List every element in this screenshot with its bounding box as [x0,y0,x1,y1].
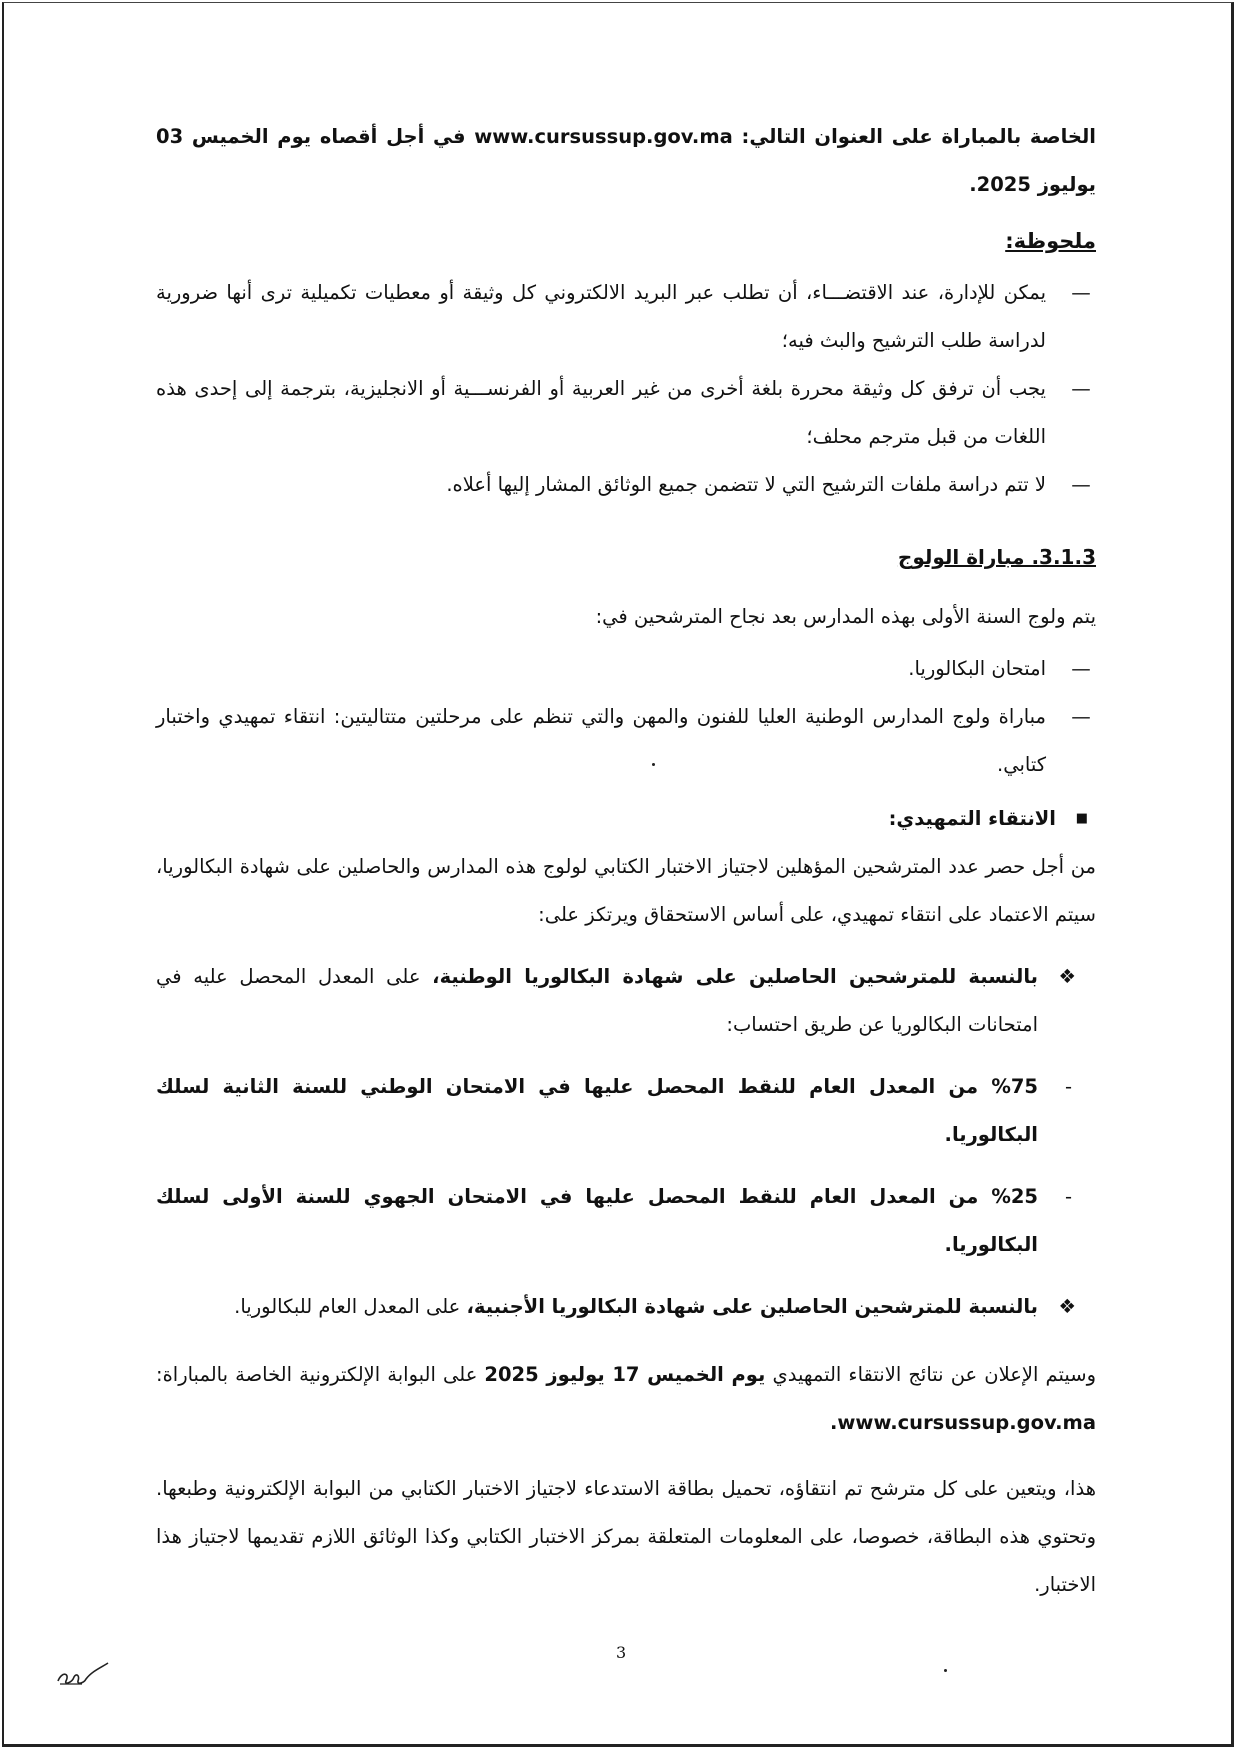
stray-dot [944,1669,947,1672]
preselection-paragraph: من أجل حصر عدد المترشحين المؤهلين لاجتياز الاختبار الكتابي لولوج هذه المدارس والحاصلين على شهادة البكالوريا، سيتم الاعتماد على انتقاء تمهيدي، على أساس الاستحقاق ويرتكز على: [156,855,1096,926]
national-criteria-rest: على المعدل المحصل عليه في امتحانات البكالوريا عن طريق احتساب: [156,965,1038,1036]
preselection-heading [156,795,1096,843]
preselection-heading-text: الانتقاء التمهيدي: [888,807,1056,830]
announcement-text-1: وسيتم الإعلان عن نتائج الانتقاء التمهيدي [765,1363,1096,1386]
weight-item [156,1173,1096,1269]
hyphen-marker: - [1064,1075,1072,1098]
diamond-bullet-icon: ❖ [1058,965,1076,988]
weight-item [156,1063,1096,1159]
square-bullet-icon: ■ [1075,811,1088,826]
note-item [156,365,1096,461]
access-item [156,645,1096,693]
weight-item-text: %25 من المعدل العام للنقط المحصل عليها في الامتحان الجهوي للسنة الأولى لسلك البكالوريا. [156,1185,1038,1256]
dash-marker: — [1071,705,1091,728]
access-item-text: مباراة ولوج المدارس الوطنية العليا للفنون والمهن والتي تنظم على مرحلتين متتاليتين: انتقاء تمهيدي واختبار كتابي. [156,705,1046,776]
hyphen-marker: - [1064,1185,1072,1208]
dash-marker: — [1071,281,1091,304]
note-list [156,269,1096,509]
foreign-criteria [156,1283,1096,1331]
foreign-criteria-bold: بالنسبة للمترشحين الحاصلين على شهادة البكالوريا الأجنبية، [466,1295,1038,1318]
note-item-text: يجب أن ترفق كل وثيقة محررة بلغة أخرى من غير العربية أو الفرنســـية أو الانجليزية، بترجمة إلى إحدى هذه اللغات من قبل مترجم محلف؛ [156,377,1046,448]
weight-item-text: %75 من المعدل العام للنقط المحصل عليها في الامتحان الوطني للسنة الثانية لسلك البكالوريا. [156,1075,1038,1146]
section-heading: 3.1.3. مباراة الولوج [897,545,1096,569]
foreign-criteria-rest: على المعدل العام للبكالوريا. [234,1295,467,1318]
results-announcement [156,1351,1096,1447]
access-item [156,693,1096,789]
dash-marker: — [1071,657,1091,680]
national-criteria-bold: بالنسبة للمترشحين الحاصلين على شهادة البكالوريا الوطنية، [432,965,1038,988]
dash-marker: — [1071,377,1091,400]
intro-paragraph: الخاصة بالمباراة على العنوان التالي: www.cursussup.gov.ma في أجل أقصاه يوم الخميس 03 يوليوز 2025. [156,125,1096,196]
announcement-url: www.cursussup.gov.ma. [830,1411,1096,1434]
signature-icon [52,1653,112,1693]
document-page [2,2,1234,1747]
dash-marker: — [1071,473,1091,496]
diamond-bullet-icon: ❖ [1058,1295,1076,1318]
note-item-text: لا تتم دراسة ملفات الترشيح التي لا تتضمن جميع الوثائق المشار إليها أعلاه. [446,473,1046,496]
national-criteria [156,953,1096,1049]
page-number: 3 [616,1643,627,1662]
note-item [156,269,1096,365]
closing-paragraph: هذا، ويتعين على كل مترشح تم انتقاؤه، تحميل بطاقة الاستدعاء لاجتياز الاختبار الكتابي من البوابة الإلكترونية وطبعها. وتحتوي هذه البطاقة، خصوصا، على المعلومات المتعلقة بمركز الاختبار الكتابي وكذا الوثائق اللازم تقديمها لاجتياز هذا الاختبار. [156,1477,1096,1596]
announcement-date: يوم الخميس 17 يوليوز 2025 [484,1363,766,1386]
page-content [156,113,1096,1609]
announcement-text-2: على البوابة الإلكترونية الخاصة بالمباراة: [156,1363,485,1386]
section-lead: يتم ولوج السنة الأولى بهذه المدارس بعد نجاح المترشحين في: [595,605,1096,628]
stray-dot [652,763,655,766]
access-list [156,645,1096,789]
note-item [156,461,1096,509]
note-item-text: يمكن للإدارة، عند الاقتضـــاء، أن تطلب عبر البريد الالكتروني كل وثيقة أو معطيات تكميلية ترى أنها ضرورية لدراسة طلب الترشيح والبث فيه؛ [156,281,1046,352]
access-item-text: امتحان البكالوريا. [908,657,1046,680]
note-heading: ملحوظة: [1005,229,1096,253]
